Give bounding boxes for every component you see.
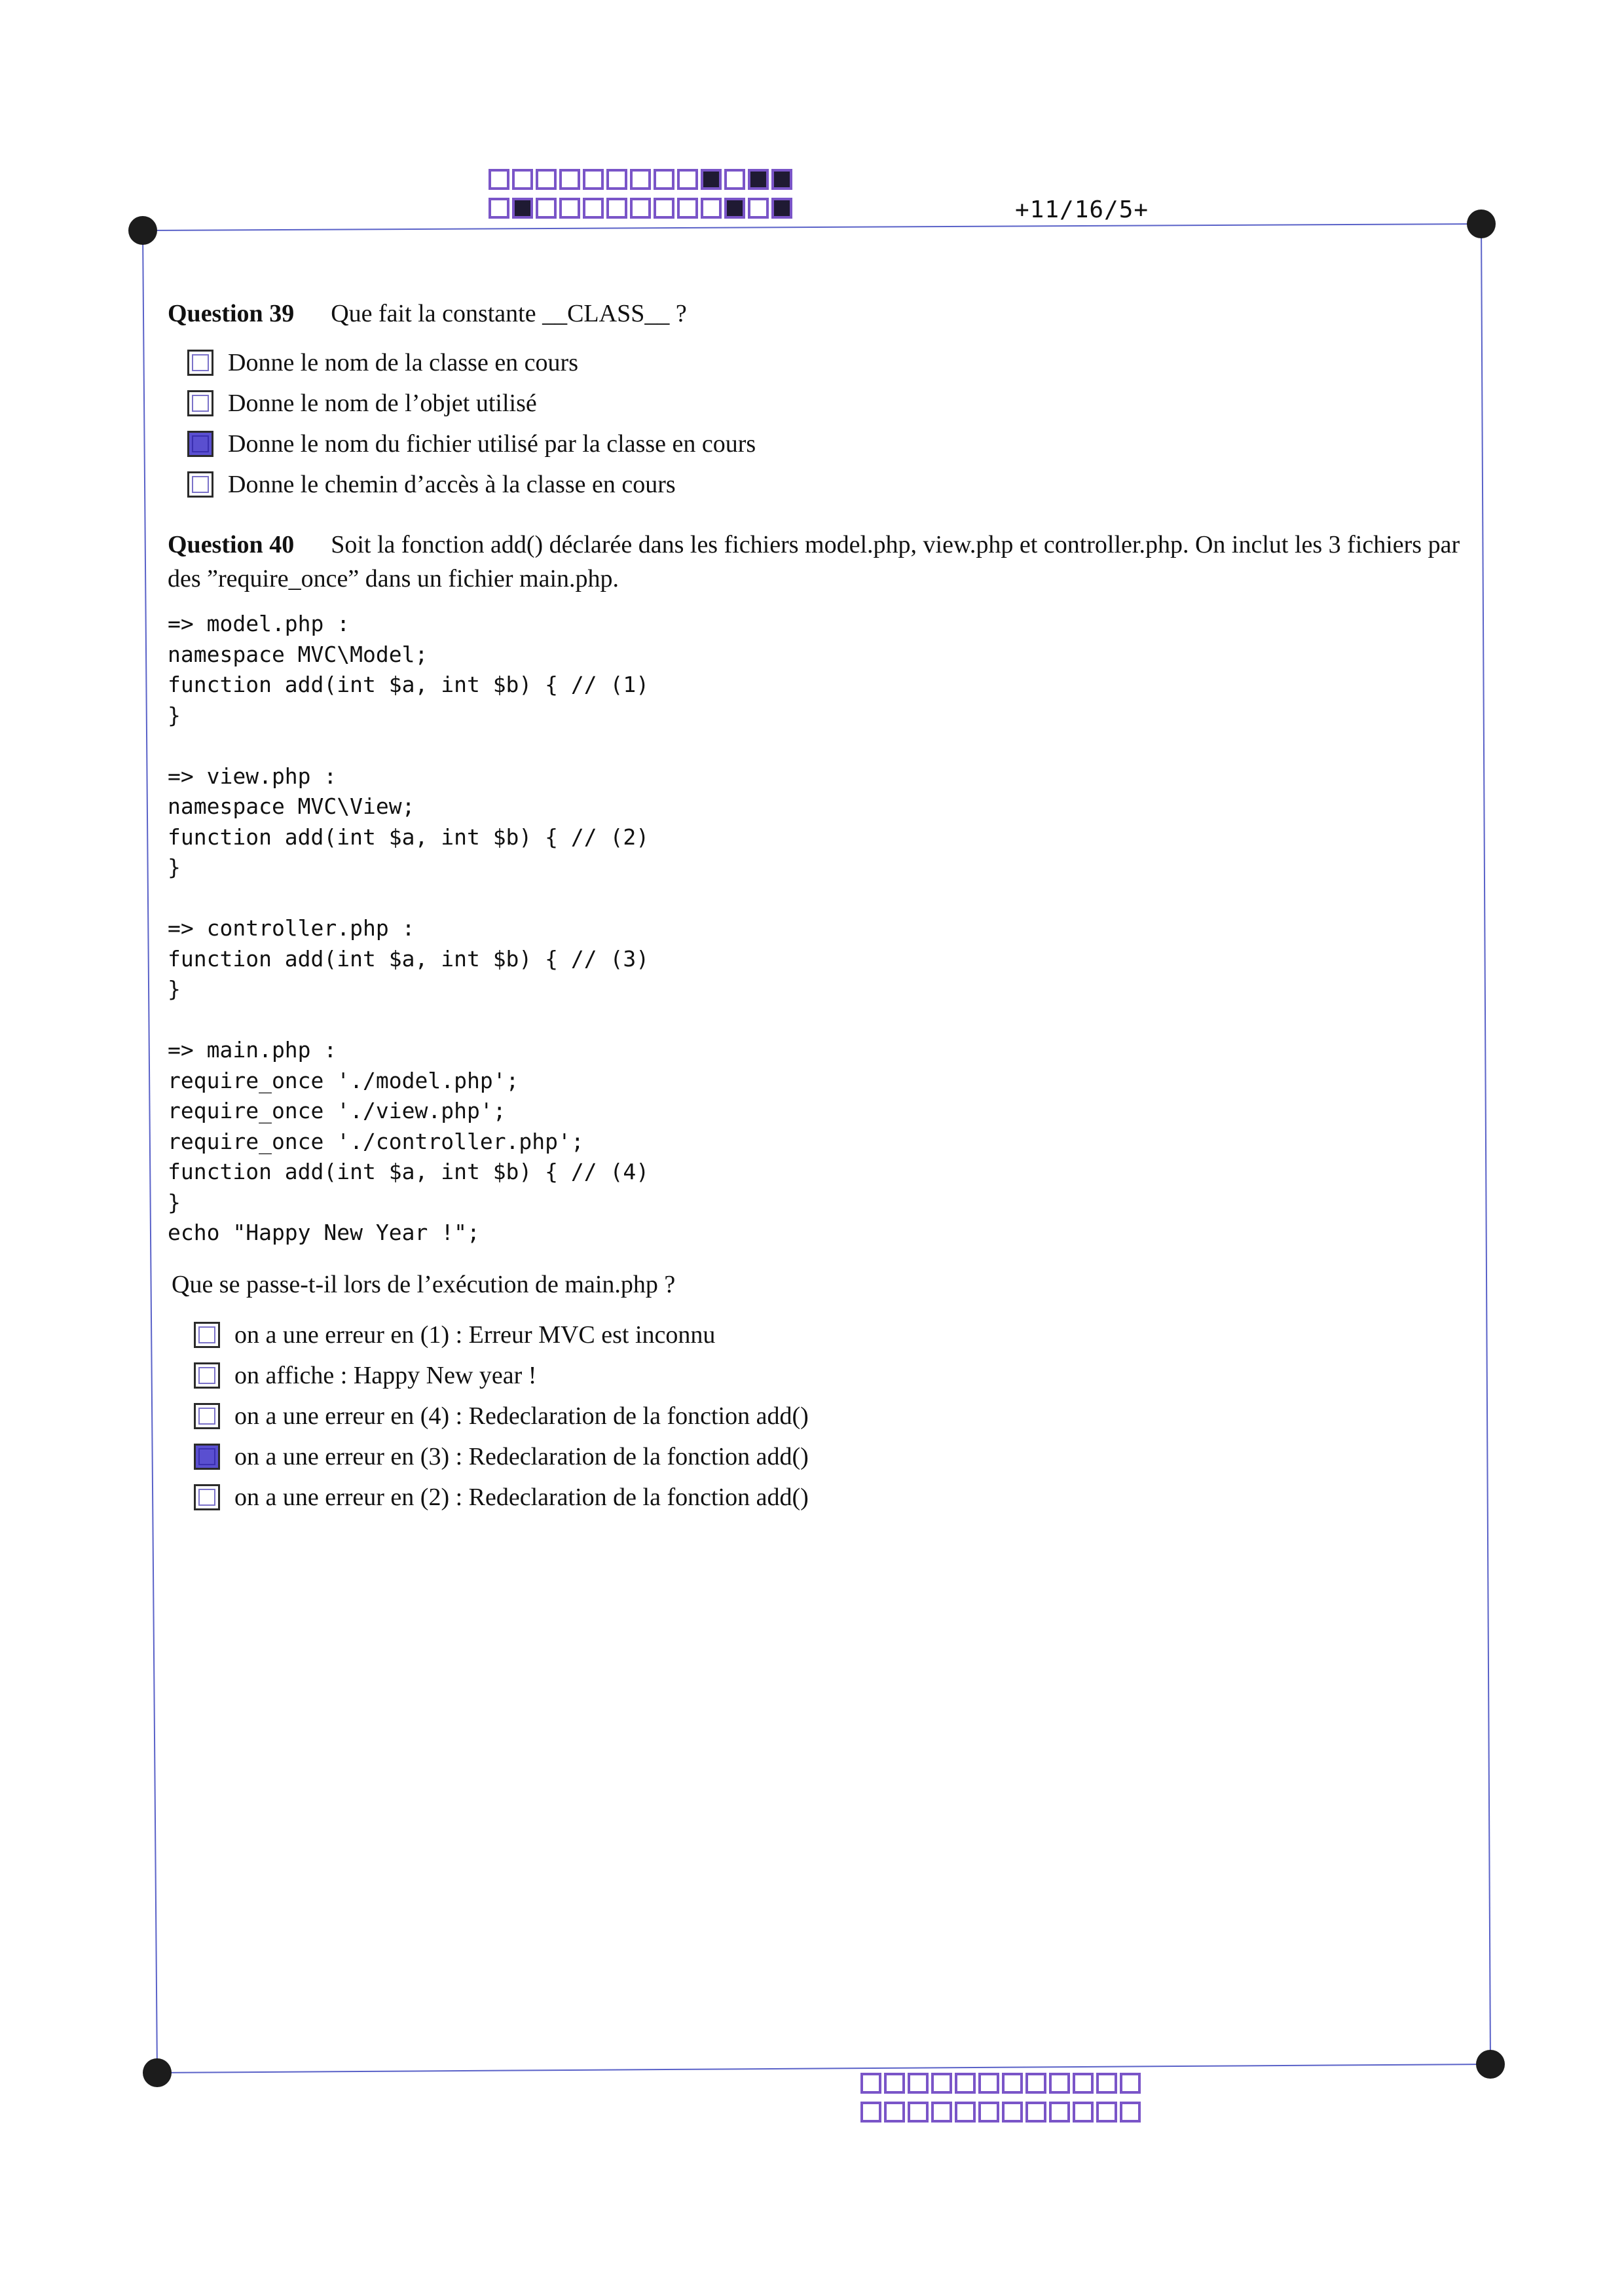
code-cell-empty [978, 2102, 999, 2123]
code-cell-empty [583, 169, 604, 190]
checkbox[interactable] [194, 1484, 220, 1510]
option-label: Donne le nom de la classe en cours [228, 349, 578, 376]
code-cell-empty [489, 169, 509, 190]
code-cell-filled [771, 198, 792, 219]
page-identifier: +11/16/5+ [1015, 196, 1149, 223]
checkbox[interactable] [187, 350, 213, 376]
question-text: Soit la fonction add() déclarée dans les fichiers model.php, view.php et controller.php. On inclut les 3 fichiers par des ”require_once” dans un fichier main.php. [168, 531, 1460, 592]
code-cell-empty [654, 198, 674, 219]
checkbox[interactable] [187, 390, 213, 416]
question-40-prompt [172, 1267, 1475, 1302]
q39-option-4[interactable] [187, 469, 676, 500]
code-cell-empty [559, 198, 580, 219]
code-cell-empty [1096, 2073, 1117, 2094]
corner-marker-bottom-right [1476, 2050, 1505, 2079]
checkbox[interactable] [194, 1322, 220, 1348]
code-cell-empty [606, 198, 627, 219]
option-label: Donne le nom du fichier utilisé par la classe en cours [228, 430, 756, 458]
q40-option-1[interactable] [194, 1319, 715, 1351]
code-cell-empty [908, 2102, 929, 2123]
code-cell-empty [748, 198, 769, 219]
code-cell-empty [1025, 2073, 1046, 2094]
code-cell-filled [701, 169, 722, 190]
bottom-binary-code-row-1 [860, 2073, 1143, 2094]
option-label: on a une erreur en (4) : Redeclaration de la fonction add() [234, 1402, 809, 1430]
top-binary-code-row-1 [489, 169, 795, 190]
code-cell-empty [724, 169, 745, 190]
checkbox[interactable] [187, 471, 213, 498]
checkbox[interactable] [194, 1362, 220, 1389]
code-cell-empty [860, 2073, 881, 2094]
code-listing: => model.php : namespace MVC\Model; function add(int $a, int $b) { // (1) } => view.php : namespace MVC\View; function add(int $a, int $b) { // (2) } => controller.php : function add(int $a, int $b) { // (3) } => main.php : require_once './model.php'; require_once './view.php'; require_once './controller.php'; function add(int $a, int $b) { // (4) } echo "Happy New Year !"; [168, 611, 650, 1245]
option-label: on affiche : Happy New year ! [234, 1362, 537, 1389]
code-cell-empty [677, 169, 698, 190]
code-cell-empty [701, 198, 722, 219]
code-cell-empty [536, 169, 557, 190]
corner-marker-top-left [128, 216, 157, 245]
code-cell-empty [677, 198, 698, 219]
code-cell-empty [1025, 2102, 1046, 2123]
code-cell-empty [908, 2073, 929, 2094]
q40-option-3[interactable] [194, 1400, 809, 1432]
checkbox[interactable] [194, 1403, 220, 1429]
option-label: on a une erreur en (3) : Redeclaration de la fonction add() [234, 1443, 809, 1470]
code-cell-empty [536, 198, 557, 219]
question-39 [168, 297, 1471, 331]
code-cell-filled [512, 198, 533, 219]
code-cell-empty [1120, 2102, 1141, 2123]
corner-marker-bottom-left [143, 2058, 172, 2087]
q40-option-4[interactable] [194, 1441, 809, 1472]
code-cell-empty [630, 198, 651, 219]
corner-marker-top-right [1467, 210, 1496, 238]
code-cell-empty [978, 2073, 999, 2094]
code-cell-empty [1073, 2102, 1094, 2123]
question-number: Question 40 [168, 531, 295, 558]
code-cell-empty [955, 2073, 976, 2094]
q40-option-2[interactable] [194, 1360, 536, 1391]
code-cell-empty [1049, 2102, 1070, 2123]
option-label: Donne le chemin d’accès à la classe en cours [228, 471, 676, 498]
code-cell-empty [860, 2102, 881, 2123]
option-label: on a une erreur en (2) : Redeclaration de la fonction add() [234, 1484, 809, 1511]
code-cell-empty [884, 2102, 905, 2123]
code-cell-empty [1073, 2073, 1094, 2094]
code-cell-empty [630, 169, 651, 190]
question-40 [168, 528, 1471, 596]
code-cell-empty [884, 2073, 905, 2094]
q39-option-2[interactable] [187, 388, 537, 419]
option-label: on a une erreur en (1) : Erreur MVC est inconnu [234, 1321, 716, 1349]
code-cell-empty [489, 198, 509, 219]
checkbox-checked[interactable] [194, 1444, 220, 1470]
code-cell-filled [771, 169, 792, 190]
code-cell-empty [1002, 2073, 1023, 2094]
code-cell-empty [1002, 2102, 1023, 2123]
code-cell-empty [1096, 2102, 1117, 2123]
code-cell-empty [1120, 2073, 1141, 2094]
bottom-binary-code-row-2 [860, 2102, 1143, 2123]
q39-option-1[interactable] [187, 347, 578, 378]
option-label: Donne le nom de l’objet utilisé [228, 390, 537, 417]
prompt-text: Que se passe-t-il lors de l’exécution de main.php ? [172, 1271, 676, 1298]
code-cell-filled [748, 169, 769, 190]
checkbox-checked[interactable] [187, 431, 213, 457]
q40-option-5[interactable] [194, 1482, 809, 1513]
code-cell-empty [955, 2102, 976, 2123]
code-cell-empty [931, 2073, 952, 2094]
code-cell-filled [724, 198, 745, 219]
code-cell-empty [654, 169, 674, 190]
top-binary-code-row-2 [489, 198, 795, 219]
code-cell-empty [559, 169, 580, 190]
code-cell-empty [512, 169, 533, 190]
code-cell-empty [931, 2102, 952, 2123]
q39-option-3[interactable] [187, 428, 756, 460]
code-cell-empty [583, 198, 604, 219]
question-text: Que fait la constante __CLASS__ ? [331, 300, 687, 327]
code-cell-empty [1049, 2073, 1070, 2094]
question-number: Question 39 [168, 300, 295, 327]
code-cell-empty [606, 169, 627, 190]
